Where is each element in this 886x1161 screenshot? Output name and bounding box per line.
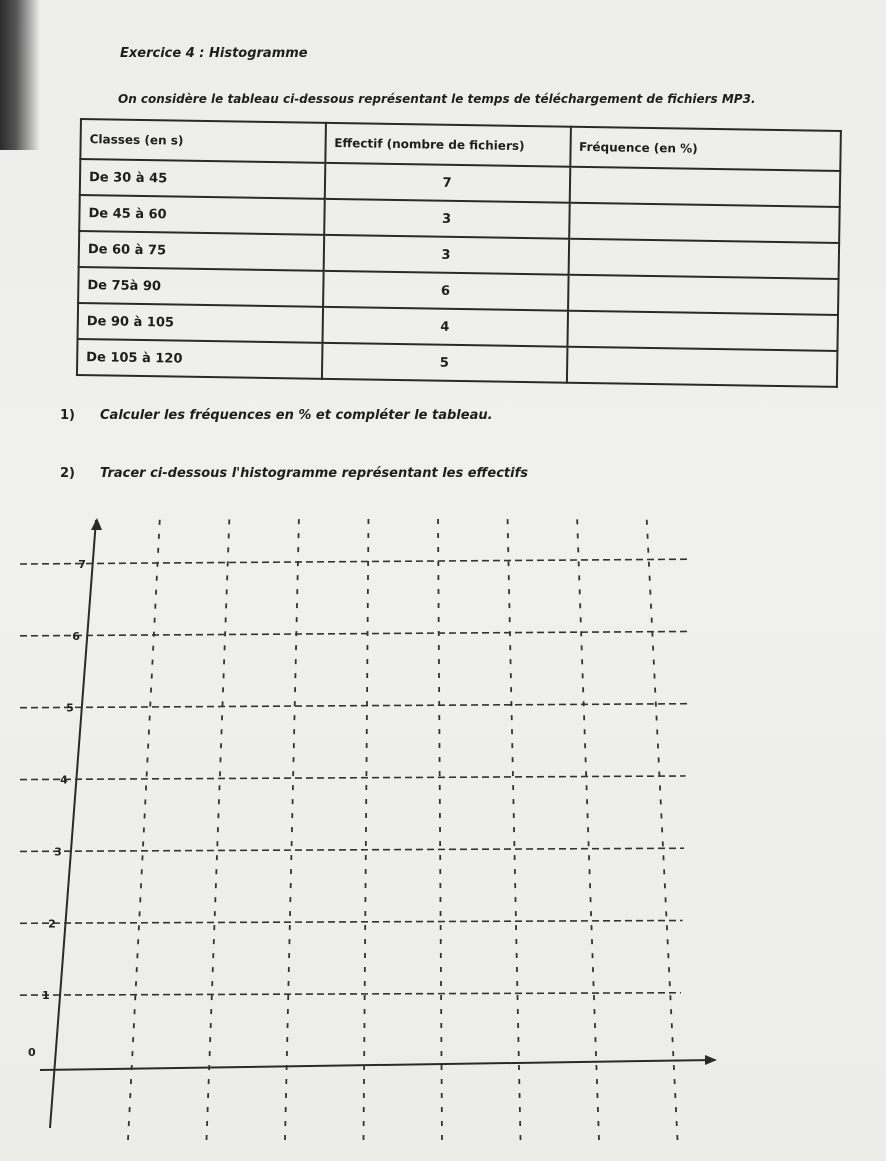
x-axis-arrow <box>705 1055 717 1065</box>
header-classes: Classes (en s) <box>80 119 325 163</box>
gridline-horizontal <box>20 776 686 780</box>
y-axis <box>50 520 96 1128</box>
gridline-vertical <box>207 515 230 1140</box>
question-1-text: Calculer les fréquences en % et compléter le tableau. <box>100 408 493 423</box>
cell-classe: De 60 à 75 <box>79 231 324 271</box>
cell-classe: De 90 à 105 <box>78 303 323 343</box>
gridline-horizontal <box>20 559 690 564</box>
y-axis-arrow <box>91 518 102 530</box>
gridline-horizontal <box>20 920 683 923</box>
gridline-vertical <box>508 515 521 1140</box>
gridline-vertical <box>364 515 369 1140</box>
y-tick-label: 1 <box>42 989 50 1003</box>
question-2-number: 2) <box>60 466 75 481</box>
header-effectif: Effectif (nombre de fichiers) <box>325 123 570 167</box>
gridline-horizontal <box>20 848 684 851</box>
exercise-intro: On considère le tableau ci-dessous représentant le temps de téléchargement de fichiers MP3. <box>118 92 756 106</box>
gridline-horizontal <box>20 993 681 995</box>
gridline-horizontal <box>20 631 689 635</box>
y-tick-label: 4 <box>60 773 68 787</box>
y-tick-label: 5 <box>66 701 74 715</box>
y-tick-label: 2 <box>48 917 56 931</box>
gridline-vertical <box>647 515 678 1140</box>
gridline-vertical <box>128 515 160 1140</box>
gridline-vertical <box>577 515 599 1140</box>
cell-effectif: 7 <box>324 163 569 203</box>
cell-classe: De 105 à 120 <box>77 339 322 379</box>
gridline-horizontal <box>20 704 687 708</box>
cell-classe: De 75à 90 <box>78 267 323 307</box>
exercise-title: Exercice 4 : Histogramme <box>120 46 308 61</box>
cell-classe: De 45 à 60 <box>79 195 324 235</box>
gridline-vertical <box>438 515 442 1140</box>
cell-effectif: 5 <box>322 343 567 383</box>
question-2-text: Tracer ci-dessous l'histogramme représentant les effectifs <box>100 466 528 481</box>
y-tick-label: 7 <box>78 558 86 571</box>
x-axis <box>40 1060 715 1070</box>
y-tick-label: 3 <box>54 845 62 859</box>
y-tick-label: 6 <box>72 629 80 643</box>
question-1-number: 1) <box>60 408 75 423</box>
header-frequence: Fréquence (en %) <box>570 127 841 171</box>
cell-effectif: 3 <box>324 199 569 239</box>
cell-effectif: 6 <box>323 271 568 311</box>
origin-label: 0 <box>28 1046 36 1059</box>
gridline-vertical <box>285 515 299 1140</box>
cell-effectif: 4 <box>322 307 567 347</box>
cell-effectif: 3 <box>323 235 568 275</box>
cell-classe: De 30 à 45 <box>80 159 325 199</box>
